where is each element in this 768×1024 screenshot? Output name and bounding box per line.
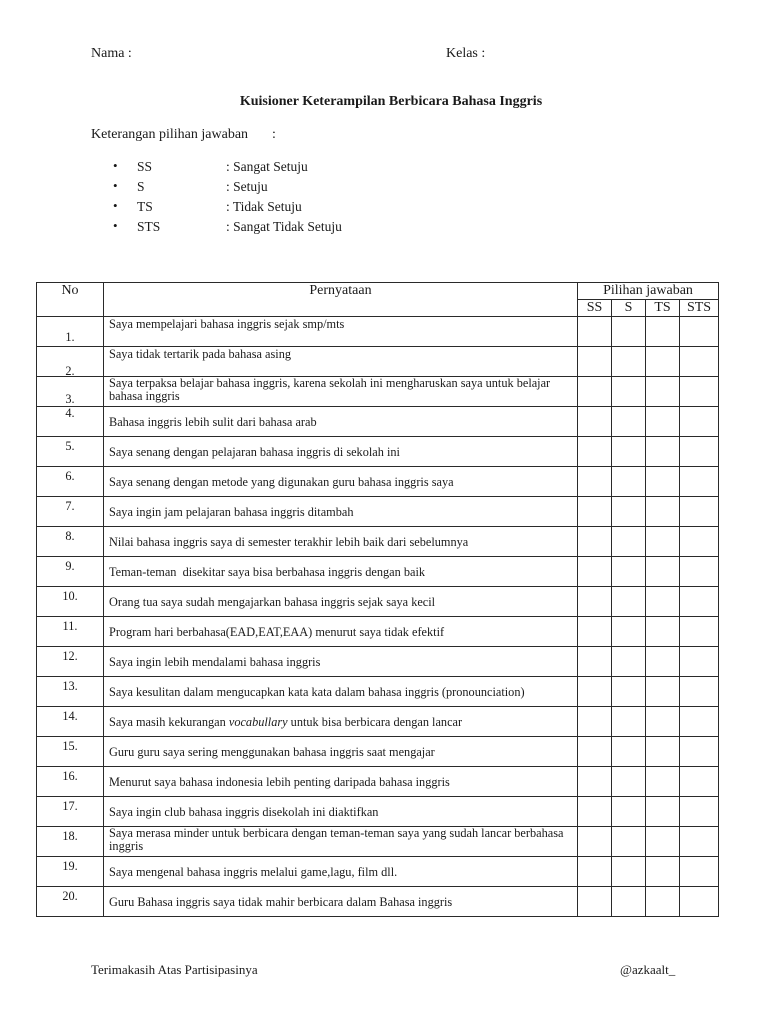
row-statement: Nilai bahasa inggris saya di semester terakhir lebih baik dari sebelumnya (104, 527, 578, 557)
answer-cell-sts[interactable] (680, 707, 719, 737)
row-number: 13. (37, 677, 104, 707)
row-statement: Saya mempelajari bahasa inggris sejak smp/mts (104, 317, 578, 347)
footer-handle: @azkaalt_ (620, 962, 676, 977)
answer-cell-ts[interactable] (646, 857, 680, 887)
table-row (37, 347, 719, 377)
row-statement: Orang tua saya sudah mengajarkan bahasa inggris sejak saya kecil (104, 587, 578, 617)
header-choice-sts: STS (680, 300, 719, 317)
row-statement: Saya merasa minder untuk berbicara dengan teman-teman saya yang sudah lancar berbahasa inggris (104, 827, 578, 857)
bullet-icon: • (113, 158, 118, 173)
document-title: Kuisioner Keterampilan Berbicara Bahasa Inggris (239, 94, 543, 109)
kelas-label: Kelas : (446, 46, 486, 61)
answer-cell-s[interactable] (612, 767, 646, 797)
table-row (37, 407, 719, 437)
row-statement: Saya senang dengan metode yang digunakan guru bahasa inggris saya (104, 467, 578, 497)
answer-cell-ss[interactable] (578, 827, 612, 857)
answer-cell-sts[interactable] (680, 437, 719, 467)
answer-cell-ts[interactable] (646, 317, 680, 347)
header-choice-s: S (612, 300, 646, 317)
answer-cell-sts[interactable] (680, 617, 719, 647)
answer-cell-s[interactable] (612, 827, 646, 857)
row-statement: Saya ingin lebih mendalami bahasa inggris (104, 647, 578, 677)
answer-cell-ts[interactable] (646, 587, 680, 617)
row-number: 12. (37, 647, 104, 677)
statement-text: Saya masih kekurangan (109, 715, 229, 729)
answer-cell-sts[interactable] (680, 767, 719, 797)
answer-cell-ss[interactable] (578, 617, 612, 647)
row-statement: Bahasa inggris lebih sulit dari bahasa arab (104, 407, 578, 437)
answer-cell-ts[interactable] (646, 617, 680, 647)
row-number: 3. (37, 377, 104, 407)
answer-cell-ss[interactable] (578, 557, 612, 587)
answer-cell-sts[interactable] (680, 587, 719, 617)
answer-cell-ss[interactable] (578, 497, 612, 527)
answer-cell-ts[interactable] (646, 527, 680, 557)
row-number: 20. (37, 887, 104, 917)
answer-cell-ss[interactable] (578, 377, 612, 407)
row-statement: Program hari berbahasa(EAD,EAT,EAA) menurut saya tidak efektif (104, 617, 578, 647)
table-row (37, 797, 719, 827)
answer-cell-s[interactable] (612, 497, 646, 527)
row-statement: Saya senang dengan pelajaran bahasa inggris di sekolah ini (104, 437, 578, 467)
bullet-icon: • (113, 198, 118, 213)
row-number: 2. (37, 347, 104, 377)
answer-cell-ts[interactable] (646, 737, 680, 767)
table-row (37, 857, 719, 887)
answer-cell-ss[interactable] (578, 317, 612, 347)
row-statement: Saya ingin jam pelajaran bahasa inggris ditambah (104, 497, 578, 527)
answer-cell-ss[interactable] (578, 677, 612, 707)
header-statement: Pernyataan (104, 283, 578, 317)
answer-cell-s[interactable] (612, 407, 646, 437)
legend-desc: : Sangat Setuju (226, 159, 308, 174)
header-choice-ts: TS (646, 300, 680, 317)
legend-desc: : Setuju (226, 179, 268, 194)
answer-cell-s[interactable] (612, 857, 646, 887)
answer-cell-ts[interactable] (646, 647, 680, 677)
answer-cell-ss[interactable] (578, 347, 612, 377)
row-statement: Saya terpaksa belajar bahasa inggris, karena sekolah ini mengharuskan saya untuk belajar bahasa inggris (104, 377, 578, 407)
header-choice-ss: SS (578, 300, 612, 317)
nama-label: Nama : (91, 46, 132, 61)
header-choices-group: Pilihan jawaban (578, 283, 719, 300)
row-statement: Guru guru saya sering menggunakan bahasa inggris saat mengajar (104, 737, 578, 767)
row-number: 15. (37, 737, 104, 767)
row-number: 14. (37, 707, 104, 737)
answer-cell-ts[interactable] (646, 887, 680, 917)
answer-cell-ts[interactable] (646, 437, 680, 467)
bullet-icon: • (113, 178, 118, 193)
answer-cell-sts[interactable] (680, 887, 719, 917)
answer-cell-ss[interactable] (578, 707, 612, 737)
row-number: 6. (37, 467, 104, 497)
answer-cell-ss[interactable] (578, 797, 612, 827)
legend-colon: : (272, 127, 276, 142)
answer-cell-ts[interactable] (646, 497, 680, 527)
answer-cell-ss[interactable] (578, 527, 612, 557)
table-row (37, 707, 719, 737)
answer-cell-ss[interactable] (578, 857, 612, 887)
legend-intro: Keterangan pilihan jawaban (91, 127, 249, 142)
legend-code: STS (137, 219, 161, 234)
table-row (37, 647, 719, 677)
footer-thanks: Terimakasih Atas Partisipasinya (91, 962, 258, 977)
answer-cell-ts[interactable] (646, 797, 680, 827)
answer-cell-sts[interactable] (680, 527, 719, 557)
row-statement: Saya tidak tertarik pada bahasa asing (104, 347, 578, 377)
answer-cell-sts[interactable] (680, 647, 719, 677)
answer-cell-ts[interactable] (646, 557, 680, 587)
answer-cell-sts[interactable] (680, 317, 719, 347)
table-row (37, 617, 719, 647)
answer-cell-s[interactable] (612, 887, 646, 917)
row-statement: Menurut saya bahasa indonesia lebih penting daripada bahasa inggris (104, 767, 578, 797)
answer-cell-sts[interactable] (680, 497, 719, 527)
row-statement (104, 707, 578, 737)
statement-text: untuk bisa berbicara dengan lancar (287, 715, 463, 729)
row-number: 9. (37, 557, 104, 587)
row-number: 16. (37, 767, 104, 797)
answer-cell-ts[interactable] (646, 467, 680, 497)
table-row (37, 827, 719, 857)
row-number: 18. (37, 827, 104, 857)
answer-cell-ss[interactable] (578, 887, 612, 917)
table-row (37, 317, 719, 347)
answer-cell-ss[interactable] (578, 647, 612, 677)
table-row (37, 767, 719, 797)
row-statement: Saya mengenal bahasa inggris melalui game,lagu, film dll. (104, 857, 578, 887)
answer-cell-ss[interactable] (578, 587, 612, 617)
table-row (37, 587, 719, 617)
answer-cell-s[interactable] (612, 677, 646, 707)
answer-cell-ts[interactable] (646, 377, 680, 407)
answer-cell-s[interactable] (612, 467, 646, 497)
table-row (37, 437, 719, 467)
answer-cell-s[interactable] (612, 617, 646, 647)
answer-cell-s[interactable] (612, 647, 646, 677)
row-number: 4. (37, 407, 104, 437)
legend-code: SS (137, 159, 153, 174)
answer-cell-s[interactable] (612, 377, 646, 407)
answer-cell-ts[interactable] (646, 707, 680, 737)
table-row (37, 497, 719, 527)
row-number: 7. (37, 497, 104, 527)
table-row (37, 557, 719, 587)
answer-cell-ss[interactable] (578, 767, 612, 797)
answer-cell-s[interactable] (612, 347, 646, 377)
row-statement: Teman-teman disekitar saya bisa berbahasa inggris dengan baik (104, 557, 578, 587)
questionnaire-table (36, 282, 719, 917)
row-number: 5. (37, 437, 104, 467)
answer-cell-sts[interactable] (680, 347, 719, 377)
header-no: No (37, 283, 104, 317)
answer-cell-sts[interactable] (680, 797, 719, 827)
bullet-icon: • (113, 218, 118, 233)
legend-code: S (137, 179, 145, 194)
answer-cell-ss[interactable] (578, 407, 612, 437)
answer-cell-sts[interactable] (680, 467, 719, 497)
row-number: 11. (37, 617, 104, 647)
answer-cell-sts[interactable] (680, 407, 719, 437)
answer-cell-sts[interactable] (680, 557, 719, 587)
row-number: 19. (37, 857, 104, 887)
row-number: 1. (37, 317, 104, 347)
answer-cell-s[interactable] (612, 437, 646, 467)
answer-cell-ss[interactable] (578, 467, 612, 497)
row-statement: Saya ingin club bahasa inggris disekolah ini diaktifkan (104, 797, 578, 827)
row-statement: Saya kesulitan dalam mengucapkan kata kata dalam bahasa inggris (pronounciation) (104, 677, 578, 707)
row-number: 8. (37, 527, 104, 557)
answer-cell-s[interactable] (612, 737, 646, 767)
answer-cell-sts[interactable] (680, 377, 719, 407)
answer-cell-sts[interactable] (680, 737, 719, 767)
legend-code: TS (137, 199, 153, 214)
answer-cell-ts[interactable] (646, 767, 680, 797)
statement-emphasis: vocabullary (228, 715, 288, 729)
answer-cell-ts[interactable] (646, 407, 680, 437)
answer-cell-s[interactable] (612, 317, 646, 347)
row-number: 17. (37, 797, 104, 827)
answer-cell-ts[interactable] (646, 347, 680, 377)
answer-cell-s[interactable] (612, 557, 646, 587)
answer-cell-ts[interactable] (646, 827, 680, 857)
answer-cell-sts[interactable] (680, 677, 719, 707)
answer-cell-sts[interactable] (680, 827, 719, 857)
answer-cell-sts[interactable] (680, 857, 719, 887)
table-row (37, 467, 719, 497)
table-row (37, 527, 719, 557)
answer-cell-ss[interactable] (578, 437, 612, 467)
table-row (37, 887, 719, 917)
legend-desc: : Tidak Setuju (226, 199, 302, 214)
answer-cell-s[interactable] (612, 797, 646, 827)
table-row (37, 737, 719, 767)
table-row (37, 377, 719, 407)
legend-desc: : Sangat Tidak Setuju (226, 219, 342, 234)
answer-cell-s[interactable] (612, 587, 646, 617)
answer-cell-ts[interactable] (646, 677, 680, 707)
answer-cell-s[interactable] (612, 707, 646, 737)
answer-cell-s[interactable] (612, 527, 646, 557)
row-number: 10. (37, 587, 104, 617)
answer-cell-ss[interactable] (578, 737, 612, 767)
table-row (37, 677, 719, 707)
row-statement: Guru Bahasa inggris saya tidak mahir berbicara dalam Bahasa inggris (104, 887, 578, 917)
